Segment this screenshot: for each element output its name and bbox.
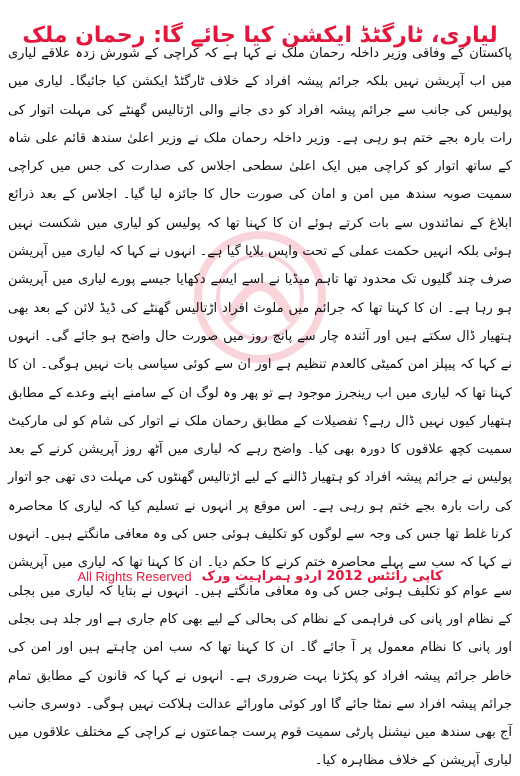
footer [8, 564, 512, 588]
rights-text: All Rights Reserved [77, 568, 192, 584]
article-paragraph: پاکستان کے وفاقی وزیر داخلہ رحمان ملک نے کہا ہے کہ کراچی کے شورش زدہ علاقے لیاری میں اب آپریشن نہیں بلکہ جرائم پیشہ افراد کے خلاف ٹارگٹڈ ایکشن کیا جائیگا۔ لیاری میں پولیس کی جانب سے جرائم پیشہ افراد کو دی جانے والی اڑتالیس گھنٹے کی مہلت اتوار کی رات بارہ بجے ختم ہو رہی ہے۔ وزیر داخلہ رحمان ملک نے وزیر اعلیٰ سندھ قائم علی شاہ کے ساتھ اتوار کو کراچی میں ایک اعلیٰ سطحی اجلاس کی صدارت کی جس میں کراچی سمیت صوبہ سندھ میں امن و امان کی صورت حال کا جائزہ لیا گیا۔ اجلاس کے بعد ذرائع ابلاغ کے نمائندوں سے بات کرتے ہوئے ان کا کہنا تھا کہ پولیس کو لیاری میں شکست نہیں ہوئی بلکہ انہیں حکمت عملی کے تحت واپس بلایا گیا ہے۔ انہوں نے کہا کہ لیاری میں آپریشن صرف چند گلیوں تک محدود تھا تاہم میڈیا نے اسے ایسے دکھایا جیسے پورے لیاری میں آپریشن ہو رہا ہے۔ ان کا کہنا تھا کہ جرائم میں ملوث افراد اڑتالیس گھنٹے کی ڈیڈ لائن کے بعد بھی ہتھیار ڈال سکتے ہیں اور آئندہ چار سے پانچ روز میں صورت حال واضح ہو جائے گی۔ انہوں نے کہا کہ پیپلز امن کمیٹی کالعدم تنظیم ہے اور ان سے کوئی سیاسی بات نہیں ہوگی۔ ان کا کہنا تھا کہ لیاری میں اب رینجرز موجود ہے تو پھر وہ لوگ ان کے سامنے اپنے وعدے کے مطابق ہتھیار کیوں نہیں ڈال رہے؟ تفصیلات کے مطابق رحمان ملک نے اتوار کی شام کو لی مارکیٹ سمیت کچھ علاقوں کا دورہ بھی کیا۔ واضح رہے کہ لیاری میں آٹھ روز آپریشن کرنے کے بعد پولیس نے جرائم پیشہ افراد کو ہتھیار ڈالنے کے لیے اڑتالیس گھنٹوں کی مہلت دی تھی جو اتوار کی رات بارہ بجے ختم ہو رہی ہے۔ اس موقع پر انہوں نے تسلیم کیا کہ لیاری کا محاصرہ کرنا غلط تھا جس کی وجہ سے لوگوں کو تکلیف ہوئی جس کی وہ معافی مانگتے ہیں۔ انہوں نے کہا کہ سب سے پہلے محاصرہ ختم کرنے کا حکم دیا۔ ان کا کہنا تھا کہ لیاری میں آپریشن سے عوام کو تکلیف ہوئی جس کی وہ معافی مانگتے ہیں۔ انہوں نے بتایا کہ لیاری میں بجلی کے نظام اور پانی کی فراہمی کے نظام کی بحالی کے لیے بھی کام جاری ہے اور جلد ہی بجلی اور پانی کا نظام معمول پر آ جائے گا۔ ان کا کہنا تھا کہ سب امن چاہتے ہیں اور امن کی خاطر جرائم پیشہ افراد کو پکڑنا بہت ضروری ہے۔ انہوں نے کہا کہ قانون کے مطابق تمام جرائم پیشہ افراد سے نمٹا جائے گا اور کوئی ماورائے عدالت ہلاکت نہیں ہوگی۔ دوسری جانب آج بھی سندھ میں نیشنل پارٹی سمیت قوم پرست جماعتوں نے کراچی کے مختلف علاقوں میں لیاری آپریشن کے خلاف مظاہرہ کیا۔ [8, 46, 512, 769]
copyright-line: کاپی رائٹس 2012 اردو ہمراہیت ورک [201, 568, 443, 584]
article-body [8, 40, 512, 776]
headline: لیاری، ٹارگٹڈ ایکشن کیا جائے گا: رحمان ملک [22, 22, 498, 48]
